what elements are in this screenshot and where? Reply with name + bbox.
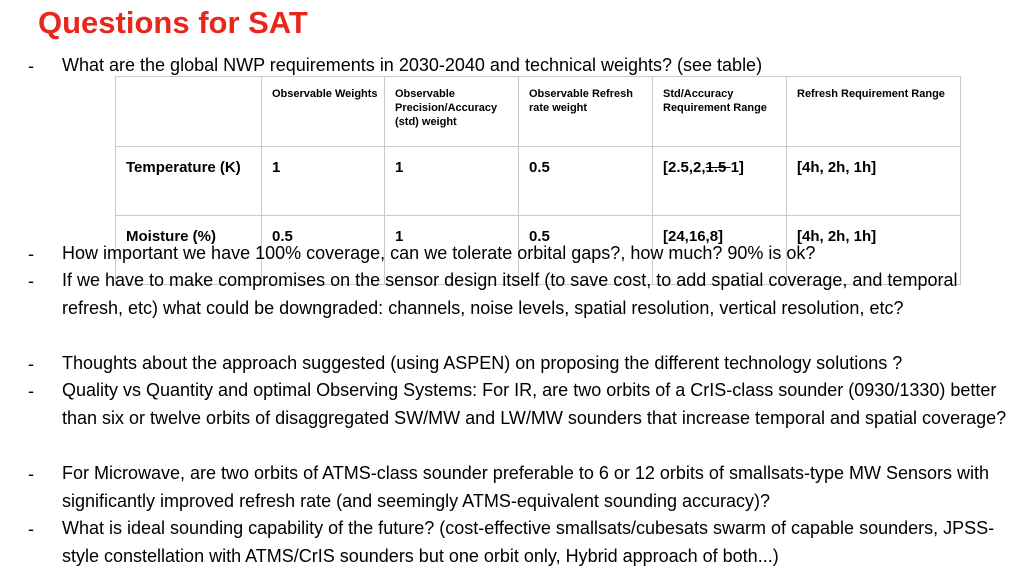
header-cell: Observable Precision/Accuracy (std) weight <box>385 77 519 147</box>
range-suffix: 1] <box>730 159 744 176</box>
table-cell: 0.5 <box>519 216 653 285</box>
table-cell: 0.5 <box>262 216 385 285</box>
table-cell <box>653 147 787 216</box>
table-cell: [4h, 2h, 1h] <box>787 147 961 216</box>
row-label: Temperature (K) <box>116 147 262 216</box>
bullet-marker: - <box>28 244 34 264</box>
question-ir-sounders: Quality vs Quantity and optimal Observing Systems: For IR, are two orbits of a CrIS-class sounder (0930/1330) better than six or twelve orbits of disaggregated SW/MW and LW/MW sounders that increase temporal and spatial coverage? <box>62 380 1007 428</box>
table-cell: 0.5 <box>519 147 653 216</box>
bullet-marker: - <box>28 271 34 291</box>
row-label: Moisture (%) <box>116 216 262 285</box>
table-header-row <box>116 77 961 147</box>
bullet-marker: - <box>28 381 34 401</box>
bullet-marker: - <box>28 354 34 374</box>
header-cell: Std/Accuracy Requirement Range <box>653 77 787 147</box>
header-cell: Refresh Requirement Range <box>787 77 961 147</box>
question-microwave: For Microwave, are two orbits of ATMS-class sounder preferable to 6 or 12 orbits of smallsats-type MW Sensors with significantly improved refresh rate (and seemingly ATMS-equivalent sounding accuracy)? <box>62 463 989 511</box>
question-aspen: Thoughts about the approach suggested (using ASPEN) on proposing the different technology solutions ? <box>62 353 903 373</box>
bullet-marker: - <box>28 464 34 484</box>
table-cell: 1 <box>385 216 519 285</box>
question-nwp-requirements: What are the global NWP requirements in 2030-2040 and technical weights? (see table) <box>62 55 763 75</box>
table-row-temperature <box>116 147 961 216</box>
question-ideal-capability: What is ideal sounding capability of the future? (cost-effective smallsats/cubesats swarm of capable sounders, JPSS-style constellation with ATMS/CrIS sounders but one orbit only, Hybrid approach of both...) <box>62 518 995 566</box>
table-cell: 1 <box>385 147 519 216</box>
bullet-marker: - <box>28 56 34 76</box>
slide-title: Questions for SAT <box>38 5 308 40</box>
table-cell: [4h, 2h, 1h] <box>787 216 961 285</box>
table-cell: [24,16,8] <box>653 216 787 285</box>
range-prefix: [2.5,2, <box>663 159 706 176</box>
header-cell: Observable Weights <box>262 77 385 147</box>
header-cell: Observable Refresh rate weight <box>519 77 653 147</box>
question-coverage: How important we have 100% coverage, can we tolerate orbital gaps?, how much? 90% is ok? <box>62 243 816 263</box>
table-cell: 1 <box>262 147 385 216</box>
struck-value: 1.5 <box>705 159 731 176</box>
header-cell <box>116 77 262 147</box>
bullet-marker: - <box>28 519 34 539</box>
question-compromises: If we have to make compromises on the sensor design itself (to save cost, to add spatial coverage, and temporal refresh, etc) what could be downgraded: channels, noise levels, spatial resolution, vertical resolution, etc? <box>62 270 958 318</box>
